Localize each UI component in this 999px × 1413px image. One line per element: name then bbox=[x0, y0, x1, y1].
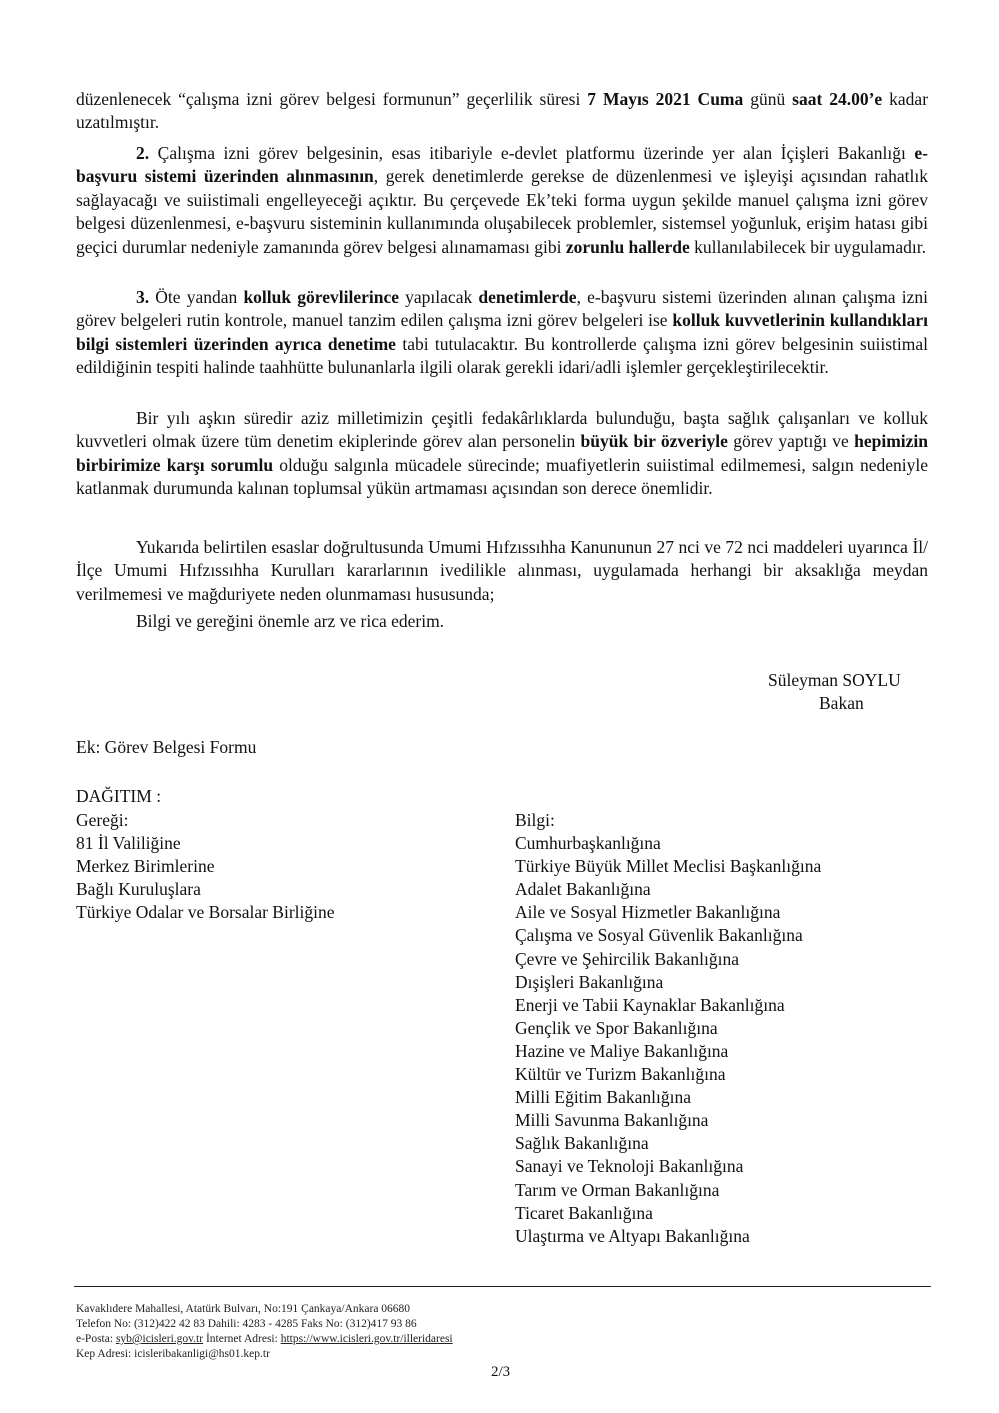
gereği-item: Merkez Birimlerine bbox=[76, 856, 215, 877]
bold-text-run: zorunlu hallerde bbox=[565, 236, 690, 257]
bilgi-item: Ulaştırma ve Altyapı Bakanlığına bbox=[515, 1225, 750, 1246]
footer-contact bbox=[76, 1302, 453, 1362]
bilgi-item: Sağlık Bakanlığına bbox=[515, 1133, 649, 1154]
text-run: düzenlenecek “çalışma izni görev belgesi formunun” geçerlilik süresi bbox=[76, 89, 588, 109]
text-run: günü bbox=[743, 89, 793, 109]
bold-text-run: e-başvuru sistemi üzerinden alınmasının bbox=[76, 143, 928, 187]
email-label: e-Posta: bbox=[76, 1333, 116, 1345]
bilgi-item: Adalet Bakanlığına bbox=[515, 879, 651, 900]
paragraph-closing bbox=[76, 610, 928, 633]
bilgi-item: Sanayi ve Teknoloji Bakanlığına bbox=[515, 1156, 744, 1177]
bold-text-run: kolluk kuvvetlerinin kullandıkları bilgi sistemleri üzerinden ayrıca denetime bbox=[76, 310, 928, 354]
paragraph-ozveri bbox=[76, 407, 928, 501]
bold-text-run: denetimlerde bbox=[478, 287, 577, 307]
text-run: , e-başvuru sistemi üzerinden alınan çalışma izni görev belgeleri rutin kontrole, manuel tanzim edilen çalışma izni görev belgeleri ise bbox=[76, 287, 928, 331]
footer-address: Kavaklıdere Mahallesi, Atatürk Bulvarı, No:191 Çankaya/Ankara 06680 bbox=[76, 1303, 411, 1315]
bilgi-item: Gençlik ve Spor Bakanlığına bbox=[515, 1017, 718, 1038]
gereği-item: Bağlı Kuruluşlara bbox=[76, 879, 201, 900]
email-link[interactable]: syb@icisleri.gov.tr bbox=[115, 1333, 204, 1345]
paragraph-3-denetim bbox=[76, 286, 928, 380]
gereği-item: 81 İl Valiliğine bbox=[76, 833, 181, 854]
gereği-item: Türkiye Odalar ve Borsalar Birliğine bbox=[76, 902, 335, 923]
footer-phone: Telefon No: (312)422 42 83 Dahili: 4283 - 4285 Faks No: (312)417 93 86 bbox=[76, 1318, 417, 1330]
bold-text-run: büyük bir özveriyle bbox=[580, 431, 728, 452]
text-run: yapılacak bbox=[399, 287, 479, 307]
text-run: kullanılabilecek bir uygulamadır. bbox=[689, 236, 926, 257]
footer-divider bbox=[74, 1286, 931, 1287]
bold-text-run: hepimizin birbirimize karşı sorumlu bbox=[76, 431, 928, 475]
footer-email-web bbox=[76, 1332, 453, 1347]
text-run: Çalışma izni görev belgesinin, esas itibariyle e-devlet platformu üzerinde yer alan İçişleri Bakanlığı bbox=[149, 143, 915, 163]
paragraph-kurul-kararlari bbox=[76, 536, 928, 606]
page-number: 2/3 bbox=[491, 1364, 511, 1380]
bilgi-item: Ticaret Bakanlığına bbox=[515, 1202, 653, 1223]
text-run: tabi tutulacaktır. Bu kontrollerde çalışma izni görev belgesinin suiistimal edildiğinin tespiti halinde taahhütte bulunanlarla ilgili olarak gerekli idari/adli işlemler gerçekleştirilecektir. bbox=[76, 333, 928, 378]
distribution-title: DAĞITIM : bbox=[76, 786, 162, 806]
distribution-bilgi bbox=[515, 809, 821, 1248]
web-link[interactable]: https://www.icisleri.gov.tr/illeridaresi bbox=[280, 1333, 453, 1345]
signature-title: Bakan bbox=[819, 693, 864, 713]
bilgi-item: Dışişleri Bakanlığına bbox=[515, 971, 664, 992]
bilgi-item: Aile ve Sosyal Hizmetler Bakanlığına bbox=[515, 902, 781, 923]
text-run: olduğu salgınla mücadele sürecinde; muafiyetlerin suiistimal edilmemesi, salgın nedeniyle katlanmak durumunda kalınan toplumsal yükün artmaması açısından son derece önemlidir. bbox=[76, 454, 928, 499]
bold-text-run: 3. bbox=[136, 287, 150, 307]
footer-kep: Kep Adresi: icisleribakanligi@hs01.kep.tr bbox=[76, 1348, 270, 1360]
distribution-gereği bbox=[76, 809, 335, 924]
text-run: Bir yılı aşkın süredir aziz milletimizin çeşitli fedakârlıklarda bulunduğu, başta sağlık çalışanları ve kolluk kuvvetleri olmak üzere tüm denetim ekiplerinde görev alan personelin bbox=[76, 408, 928, 452]
bilgi-item: Enerji ve Tabii Kaynaklar Bakanlığına bbox=[515, 994, 785, 1015]
web-label: İnternet Adresi: bbox=[203, 1333, 281, 1345]
bilgi-item: Cumhurbaşkanlığına bbox=[515, 833, 661, 854]
text-run: Öte yandan bbox=[149, 287, 244, 307]
bold-text-run: saat 24.00’e bbox=[792, 89, 883, 109]
gereği-label: Gereği: bbox=[76, 810, 129, 830]
bilgi-label: Bilgi: bbox=[515, 810, 555, 830]
bilgi-item: Hazine ve Maliye Bakanlığına bbox=[515, 1040, 729, 1061]
attachment-note: Ek: Görev Belgesi Formu bbox=[76, 737, 257, 757]
text-run: Bilgi ve gereğini önemle arz ve rica ederim. bbox=[136, 611, 445, 631]
text-run: , gerek denetimlerde gerekse de düzenlenmesi ve işleyişi açısından rahatlık sağlayacağı ve suiistimali engelleyeceği açıktır. Bu çerçevede Ek’teki forma uygun şekilde manuel çalışma izni görev belgesi düzenlenmesi, e-başvuru sisteminin kullanımında oluşabilecek problemler, sistemsel yoğunluk, erişim hatası gibi geçici durumlar nedeniyle zamanında görev belgesi alınamaması gibi bbox=[76, 166, 928, 257]
text-run: kadar uzatılmıştır. bbox=[76, 89, 929, 133]
bilgi-item: Türkiye Büyük Millet Meclisi Başkanlığına bbox=[515, 856, 822, 877]
bilgi-item: Kültür ve Turizm Bakanlığına bbox=[515, 1064, 726, 1085]
signature-name: Süleyman SOYLU bbox=[768, 670, 901, 690]
bold-text-run: kolluk görevlilerince bbox=[243, 287, 399, 307]
bold-text-run: 2. bbox=[136, 143, 150, 163]
bilgi-item: Milli Savunma Bakanlığına bbox=[515, 1110, 709, 1131]
bilgi-item: Tarım ve Orman Bakanlığına bbox=[515, 1179, 720, 1200]
text-run: Yukarıda belirtilen esaslar doğrultusunda Umumi Hıfzıssıhha Kanununun 27 nci ve 72 nci maddeleri uyarınca İl/İlçe Umumi Hıfzıssıhha Kurulları kararlarının ivedilikle alınması, uygulamada herhangi bir aksaklığa meydan verilmemesi ve mağduriyete neden olunmaması hususunda; bbox=[76, 537, 928, 604]
paragraph-2-ebasvuru bbox=[76, 142, 928, 259]
bilgi-item: Çevre ve Şehircilik Bakanlığına bbox=[515, 948, 740, 969]
bold-text-run: 7 Mayıs 2021 Cuma bbox=[587, 89, 744, 109]
text-run: görev yaptığı ve bbox=[727, 431, 855, 452]
paragraph-validity-extension bbox=[76, 88, 928, 135]
bilgi-item: Milli Eğitim Bakanlığına bbox=[515, 1087, 691, 1108]
bilgi-item: Çalışma ve Sosyal Güvenlik Bakanlığına bbox=[515, 925, 803, 946]
